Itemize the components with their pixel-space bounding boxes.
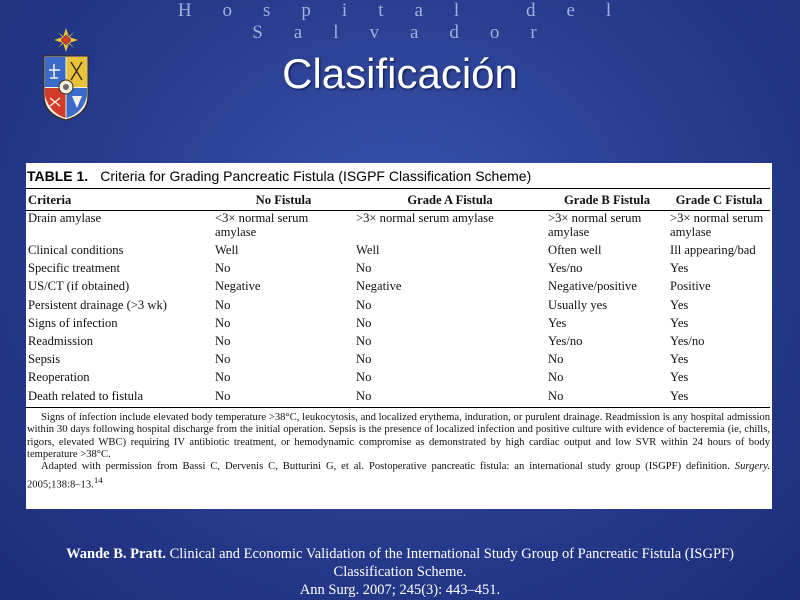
footnote-journal: Surgery. [734, 461, 770, 473]
table-cell: Yes/no [548, 333, 583, 348]
table-cell: No [215, 315, 231, 330]
table-cell: Specific treatment [28, 261, 120, 276]
table-cell: Yes [670, 370, 689, 385]
table-row [26, 370, 770, 388]
citation-line-3: Ann Surg. 2007; 245(3): 443–451. [299, 582, 501, 598]
table-cell: No [215, 297, 231, 312]
institution-header: Hospital del Salvador [177, 0, 643, 43]
table-cell: Persistent drainage (>3 wk) [28, 297, 167, 312]
table-cell: >3× normal serum amylase [670, 211, 764, 239]
table-cell: US/CT (if obtained) [28, 279, 130, 294]
table-cell: No [356, 297, 372, 312]
column-header: Grade A Fistula [354, 189, 546, 211]
table-cell: Yes/no [670, 333, 705, 348]
table-row [26, 389, 770, 408]
table-cell: Signs of infection [28, 315, 118, 330]
table-row [26, 334, 770, 352]
table-row [26, 211, 770, 244]
table-row [26, 243, 770, 261]
table-cell: Yes [670, 315, 689, 330]
table-cell: Well [356, 243, 380, 257]
table-cell: No [356, 261, 372, 276]
table-cell: Drain amylase [28, 211, 102, 225]
table-cell: >3× normal serum amylase [548, 211, 642, 239]
table-cell: Negative/positive [548, 279, 637, 294]
table-cell: <3× normal serum amylase [215, 211, 309, 239]
footnote-definitions: Signs of infection include elevated body temperature >38°C, leukocytosis, and localized erythema, induration, or purulent drainage. Readmission is any hospital admission within 30 days following hospital discharge from the initial operation. Sepsis is the presence of localized infection and positive culture with evidence of bacteremia (ie, chills, rigors, elevated WBC) requiring IV antibiotic treatment, or hemodynamic compromise as demonstrated by high cardiac output and low SVR within 24 hours of body temperature >38°C. [27, 411, 770, 460]
table-cell: Yes [670, 261, 689, 276]
table-cell: Usually yes [548, 297, 608, 312]
table-cell: No [548, 370, 564, 385]
table-cell: Yes [668, 389, 770, 408]
table-row [26, 279, 770, 297]
table-cell: No [213, 389, 354, 408]
citation-line-2: Classification Scheme. [333, 564, 467, 580]
table-cell: Yes [670, 352, 689, 367]
table-cell: Clinical conditions [28, 243, 124, 257]
table-row [26, 298, 770, 316]
table-cell: No [354, 389, 546, 408]
table-cell: No [215, 352, 231, 367]
table-cell: Negative [215, 279, 261, 294]
table-cell: Often well [548, 243, 602, 257]
table-row [26, 261, 770, 279]
table-cell: Readmission [28, 333, 94, 348]
table-row [26, 352, 770, 370]
table-footnote [26, 408, 770, 492]
footnote-ref: 2005;138:8–13. [27, 479, 94, 491]
table-cell: Yes [548, 315, 567, 330]
footnote-sup: 14 [93, 474, 103, 485]
table-cell: >3× normal serum amylase [356, 211, 494, 225]
slide-title: Clasificación [282, 50, 518, 97]
table-cell: No [215, 370, 231, 385]
table-cell: Sepsis [28, 352, 61, 367]
table-cell: No [356, 333, 372, 348]
table-cell: No [546, 389, 668, 408]
table-cell: Negative [356, 279, 402, 294]
table-cell: Positive [670, 279, 711, 294]
table-cell: Yes/no [548, 261, 583, 276]
column-header: Criteria [26, 189, 213, 211]
footnote-source [27, 461, 770, 491]
criteria-table [26, 189, 770, 408]
table-header-row [26, 189, 770, 211]
citation-text-1: Clinical and Economic Validation of the International Study Group of Pancreatic Fistula (ISGPF) [169, 546, 734, 562]
table-cell: No [356, 370, 372, 385]
table-number: TABLE 1. [27, 168, 89, 184]
table-cell: Reoperation [28, 370, 90, 385]
table-row [26, 316, 770, 334]
table-cell: No [215, 261, 231, 276]
footnote-adapted: Adapted with permission from Bassi C, Dervenis C, Butturini G, et al. Postoperative pancreatic fistula: an international study group (ISGPF) definition. [41, 461, 730, 473]
source-citation [0, 545, 800, 599]
table-caption [26, 166, 770, 189]
table-cell: Well [215, 243, 239, 257]
table-caption-text: Criteria for Grading Pancreatic Fistula (ISGPF Classification Scheme) [100, 168, 532, 184]
column-header: Grade C Fistula [668, 189, 770, 211]
citation-author: Wande B. Pratt. [66, 546, 166, 562]
table-cell: Ill appearing/bad [670, 243, 756, 257]
table-cell: Death related to fistula [26, 389, 213, 408]
table-cell: Yes [670, 297, 689, 312]
classification-table-card [26, 163, 772, 509]
citation-line-1 [0, 545, 800, 563]
column-header: No Fistula [213, 189, 354, 211]
table-cell: No [548, 352, 564, 367]
table-cell: No [356, 352, 372, 367]
table-cell: No [356, 315, 372, 330]
column-header: Grade B Fistula [546, 189, 668, 211]
table-cell: No [215, 333, 231, 348]
